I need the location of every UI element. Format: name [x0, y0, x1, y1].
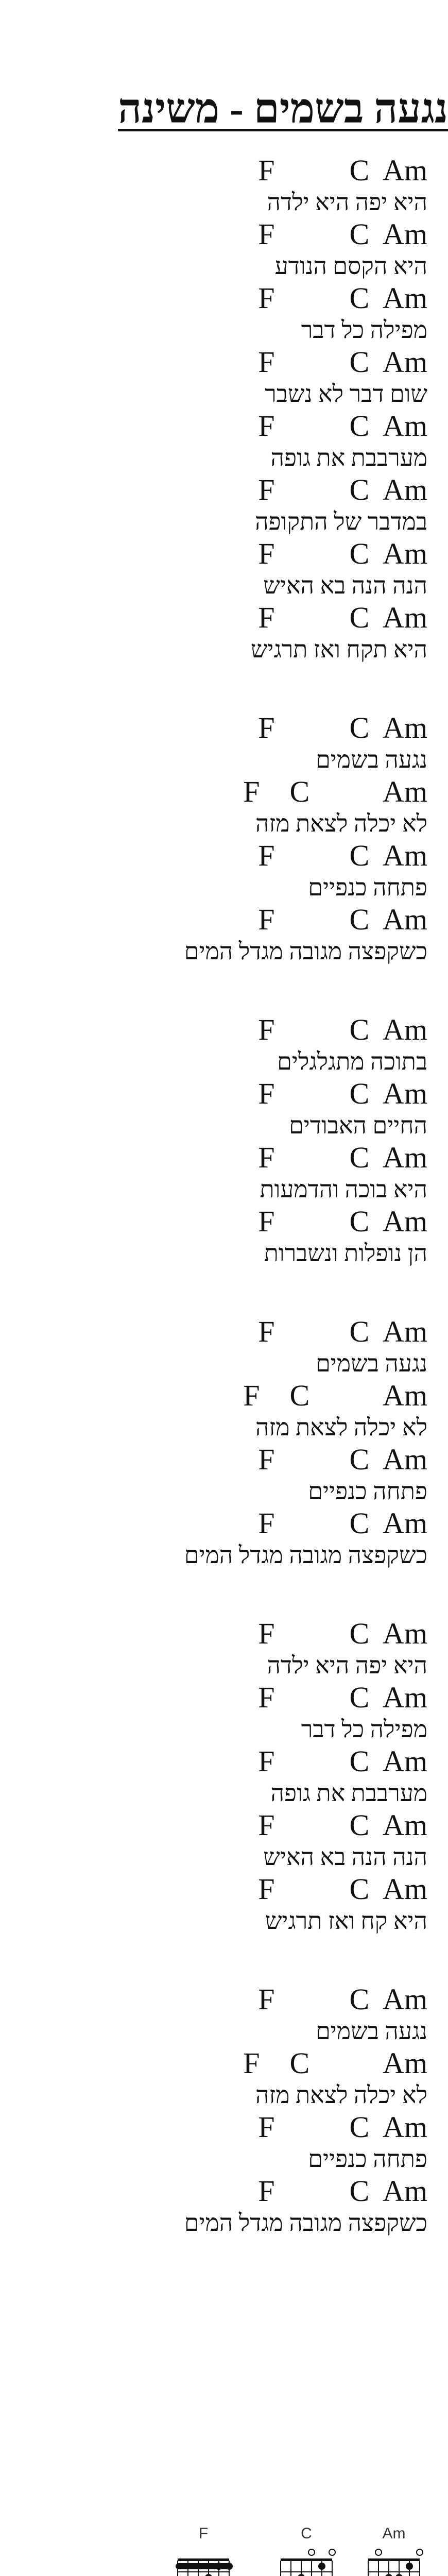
lyric-line: כשקפצה מגובה מגדל המים [184, 2210, 427, 2236]
lyric-line: היא יפה היא ילדה [267, 189, 427, 215]
chord-line: F C Am [258, 1506, 427, 1540]
chord-line: F C Am [243, 2046, 427, 2080]
chord-line: F C Am [258, 537, 427, 570]
lyric-line: נגעה בשמים [316, 747, 427, 773]
chord-line: F C Am [243, 1379, 427, 1412]
fretboard-grid [273, 2545, 340, 2576]
lyric-line: פתחה כנפיים [308, 874, 427, 901]
open-string-marker [375, 2549, 382, 2555]
chord-line: F C Am [258, 1205, 427, 1238]
chord-line: F C Am [258, 154, 427, 187]
chord-line: F C Am [258, 903, 427, 936]
chord-line: F C Am [258, 1617, 427, 1650]
finger-dot [318, 2563, 325, 2570]
chord-line: F C Am [258, 1744, 427, 1778]
chord-diagram-am [360, 2524, 427, 2576]
chord-diagram-c [273, 2524, 340, 2576]
chord-line: F C Am [258, 409, 427, 443]
chord-diagram-name: F [198, 2525, 209, 2542]
chord-diagrams [0, 2524, 448, 2576]
lyric-line: לא יכלה לצאת מזה [255, 2082, 427, 2108]
lyric-line: שום דבר לא נשבר [265, 381, 427, 407]
lyric-line: פתחה כנפיים [308, 1478, 427, 1504]
chord-line: F C Am [258, 1808, 427, 1842]
open-string-marker [308, 2549, 315, 2555]
chord-line: F C Am [258, 2174, 427, 2208]
lyric-line: לא יכלה לצאת מזה [255, 810, 427, 837]
lyric-line: החיים האבודים [289, 1112, 427, 1139]
chord-line: F C Am [258, 839, 427, 872]
chord-diagram-name: C [301, 2525, 312, 2542]
lyric-line: מפילה כל דבר [301, 317, 427, 343]
chord-line: F C Am [258, 1872, 427, 1906]
chord-diagram-name: Am [382, 2525, 406, 2542]
song-title: נגעה בשמים - משינה [118, 87, 448, 132]
fretboard-grid [170, 2545, 237, 2576]
finger-dot [205, 2574, 212, 2576]
finger-dot [395, 2574, 403, 2576]
chord-line: F C Am [258, 473, 427, 506]
lyric-line: הנה הנה בא האיש [263, 572, 427, 599]
chord-line: F C Am [258, 1013, 427, 1046]
chord-line: F C Am [258, 217, 427, 251]
finger-dot [385, 2574, 392, 2576]
lyric-line: מערבבת את גופה [270, 445, 427, 471]
chord-line: F C Am [258, 1077, 427, 1110]
chord-line: F C Am [258, 601, 427, 634]
chord-diagram-f [170, 2524, 237, 2576]
lyric-line: נגעה בשמים [316, 1350, 427, 1377]
open-string-marker [329, 2549, 335, 2555]
chord-line: F C Am [258, 1141, 427, 1174]
fretboard-grid [360, 2545, 427, 2576]
lyric-line: מפילה כל דבר [301, 1716, 427, 1742]
lyric-line: לא יכלה לצאת מזה [255, 1414, 427, 1440]
lyric-line: היא קח ואז תרגיש [265, 1908, 427, 1934]
lyric-line: פתחה כנפיים [308, 2146, 427, 2172]
chord-line: F C Am [243, 775, 427, 808]
lyric-line: כשקפצה מגובה מגדל המים [184, 938, 427, 964]
lyric-line: היא תקח ואז תרגיש [250, 636, 427, 663]
lyric-line: כשקפצה מגובה מגדל המים [184, 1542, 427, 1568]
lyric-line: היא יפה היא ילדה [267, 1652, 427, 1679]
chord-line: F C Am [258, 281, 427, 315]
lyric-line: במדבר של התקופה [255, 509, 427, 535]
open-string-marker [417, 2549, 423, 2555]
finger-dot [406, 2563, 413, 2570]
chord-line: F C Am [258, 1315, 427, 1348]
lyric-line: מערבבת את גופה [270, 1780, 427, 1806]
lyric-line: בתוכה מתגלגלים [277, 1048, 427, 1075]
lyric-line: הן נופלות ונשברות [264, 1240, 427, 1266]
lyric-line: נגעה בשמים [316, 2018, 427, 2044]
chord-line: F C Am [258, 1982, 427, 2016]
chord-line: F C Am [258, 711, 427, 744]
chord-line: F C Am [258, 2110, 427, 2144]
chord-line: F C Am [258, 1443, 427, 1476]
lyric-line: היא בוכה והדמעות [260, 1176, 427, 1202]
finger-dot [298, 2574, 305, 2576]
chord-line: F C Am [258, 1681, 427, 1714]
chord-line: F C Am [258, 345, 427, 379]
lyric-line: הנה הנה בא האיש [263, 1844, 427, 1870]
lyric-line: היא הקסם הנודע [274, 253, 427, 279]
barre-bar [176, 2563, 231, 2569]
